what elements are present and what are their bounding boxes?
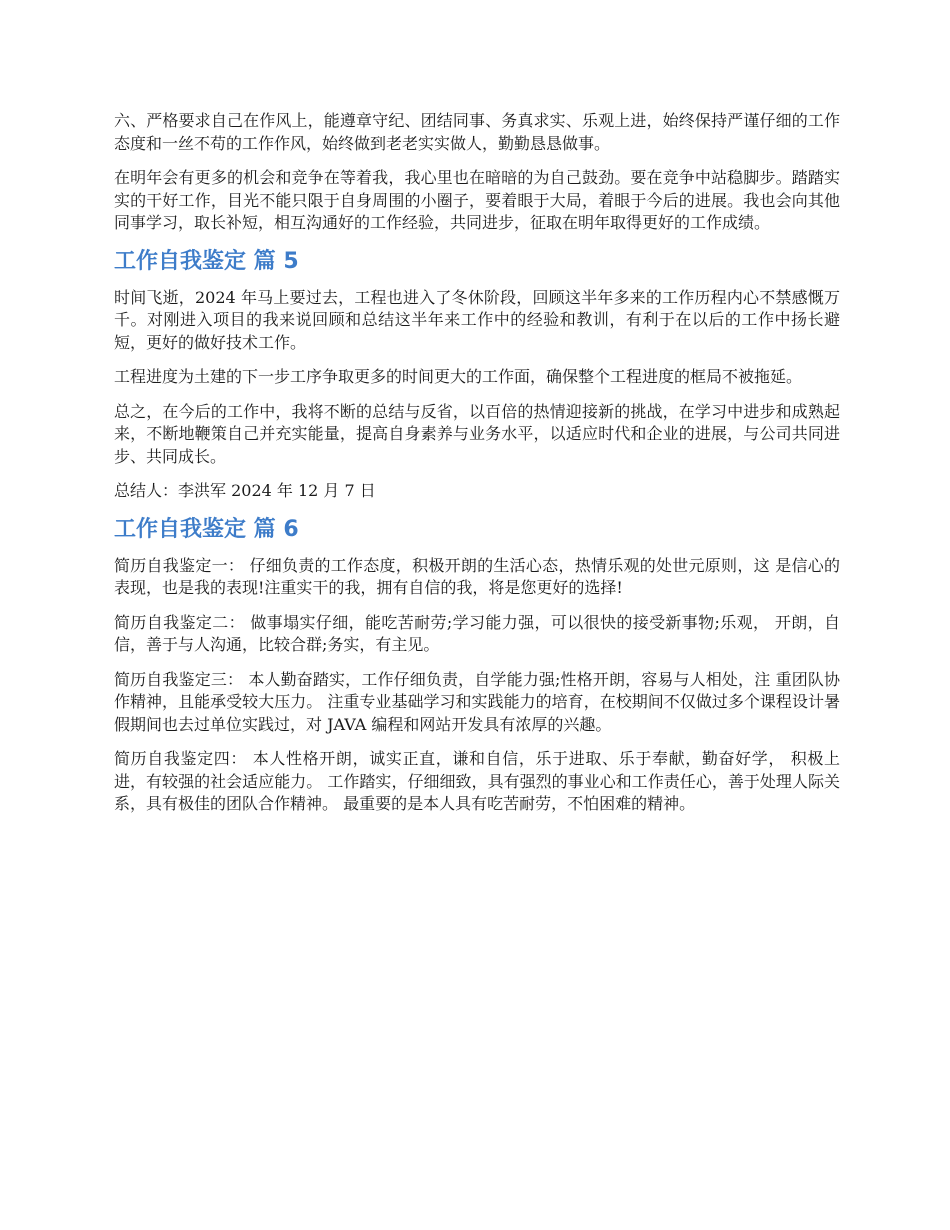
section-heading: 工作自我鉴定 篇 6 [114, 516, 299, 542]
paragraph: 简历自我鉴定三： 本人勤奋踏实，工作仔细负责，自学能力强;性格开朗，容易与人相处，注 重团队协作精神，且能承受较大压力。 注重专业基础学习和实践能力的培育，在校期间不仅做过多个课程设计暑 假期间也去过单位实践过，对 JAVA 编程和网站开发具有浓厚的兴趣。 [114, 669, 840, 734]
paragraph: 六、严格要求自己在作风上，能遵章守纪、团结同事、务真求实、乐观上进，始终保持严谨仔细的工作态度和一丝不苟的工作作风，始终做到老老实实做人，勤勤恳恳做事。 [114, 111, 840, 153]
signature-line: 总结人：李洪军 2024 年 12 月 7 日 [114, 481, 376, 500]
section-heading: 工作自我鉴定 篇 5 [114, 248, 299, 274]
paragraph: 简历自我鉴定一： 仔细负责的工作态度，积极开朗的生活心态，热情乐观的处世元原则，这 是信心的表现，也是我的表现!注重实干的我，拥有自信的我，将是您更好的选择! [114, 555, 840, 597]
paragraph: 在明年会有更多的机会和竞争在等着我，我心里也在暗暗的为自己鼓劲。要在竞争中站稳脚步。踏踏实实的干好工作，目光不能只限于自身周围的小圈子，要着眼于大局，着眼于今后的进展。我也会向其他同事学习，取长补短，相互沟通好的工作经验，共同进步，征取在明年取得更好的工作成绩。 [114, 168, 840, 232]
paragraph: 工程进度为土建的下一步工序争取更多的时间更大的工作面，确保整个工程进度的框局不被拖延。 [114, 367, 803, 386]
paragraph: 简历自我鉴定四： 本人性格开朗，诚实正直，谦和自信，乐于进取、乐于奉献，勤奋好学， 积极上进，有较强的社会适应能力。 工作踏实，仔细细致，具有强烈的事业心和工作责任心，善于处理人际关 系，具有极佳的团队合作精神。 最重要的是本人具有吃苦耐劳，不怕困难的精神。 [114, 749, 840, 813]
document-page [114, 110, 840, 828]
paragraph: 简历自我鉴定二： 做事塌实仔细，能吃苦耐劳;学习能力强，可以很快的接受新事物;乐观， 开朗，自信，善于与人沟通，比较合群;务实，有主见。 [114, 612, 840, 654]
paragraph: 总之，在今后的工作中，我将不断的总结与反省，以百倍的热情迎接新的挑战，在学习中进步和成熟起来，不断地鞭策自己并充实能量，提高自身素养与业务水平，以适应时代和企业的进展，与公司共同进步、共同成长。 [114, 401, 840, 466]
paragraph: 时间飞逝，2024 年马上要过去，工程也进入了冬休阶段，回顾这半年多来的工作历程内心不禁感慨万千。对刚进入项目的我来说回顾和总结这半年来工作中的经验和教训，有利于在以后的工作中扬长避短，更好的做好技术工作。 [114, 287, 840, 352]
